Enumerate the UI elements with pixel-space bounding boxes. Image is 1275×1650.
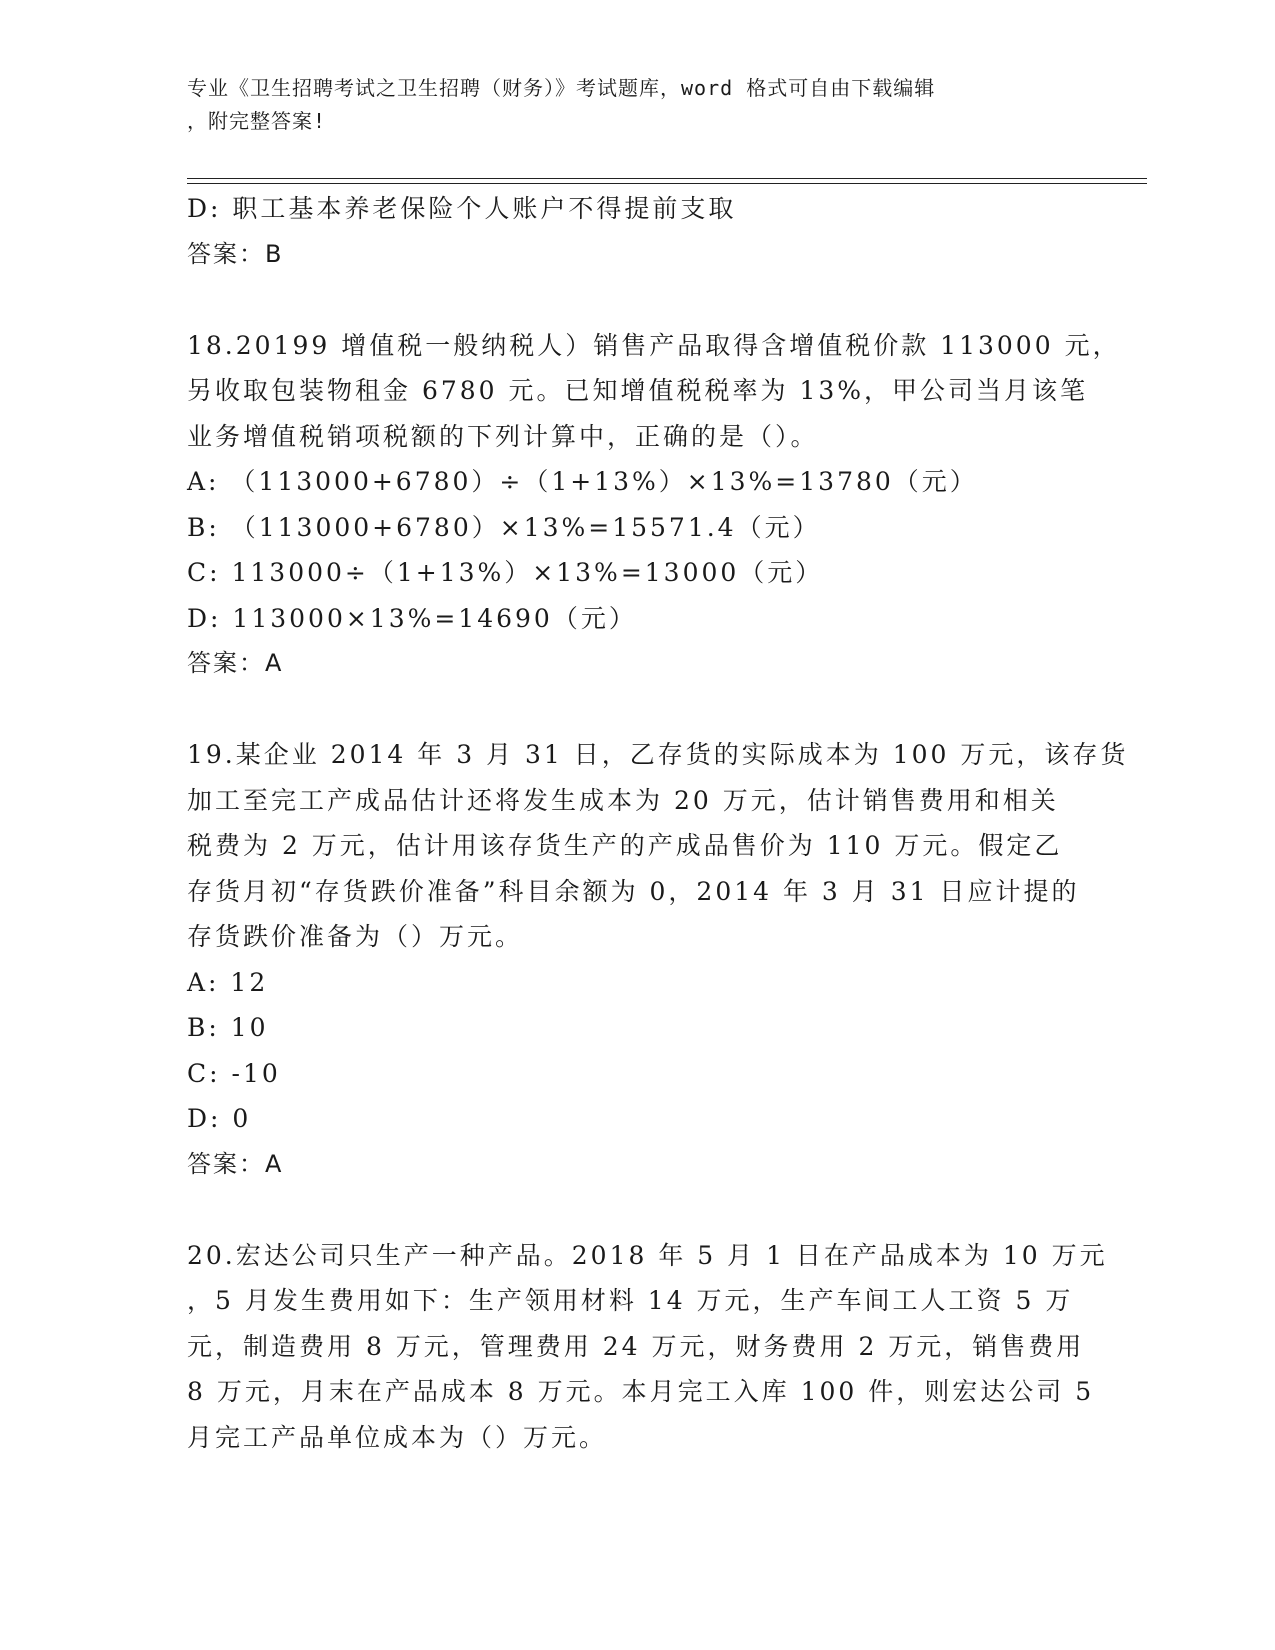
header-line-1: 专业《卫生招聘考试之卫生招聘（财务）》考试题库，word 格式可自由下载编辑 [187, 76, 936, 100]
spacer [187, 277, 1087, 323]
question-stem-line: 另收取包装物租金 6780 元。已知增值税税率为 13%，甲公司当月该笔 [187, 376, 1089, 405]
question-stem-line: 业务增值税销项税额的下列计算中，正确的是（）。 [187, 421, 819, 451]
question-stem-line: ，5 月发生费用如下：生产领用材料 14 万元，生产车间工人工资 5 万 [187, 1286, 1074, 1315]
page-header [187, 72, 1087, 138]
header-divider-bottom [187, 183, 1147, 184]
question-stem-line: 加工至完工产成品估计还将发生成本为 20 万元，估计销售费用和相关 [187, 785, 1059, 815]
question-stem-line: 18.20199 增值税一般纳税人）销售产品取得含增值税价款 113000 元， [187, 330, 1121, 360]
question-stem-line: 20.宏达公司只生产一种产品。2018 年 5 月 1 日在产品成本为 10 万元 [187, 1240, 1108, 1270]
question-18 [187, 323, 1121, 687]
option-d: D: 0 [187, 1104, 252, 1133]
spacer [187, 687, 1087, 733]
header-line-2: ，附完整答案! [187, 109, 327, 133]
option-b: B: 10 [187, 1013, 269, 1042]
previous-question-tail [187, 186, 1087, 277]
answer-line: 答案：A [187, 649, 284, 677]
question-stem-line: 存货月初“存货跌价准备”科目余额为 0，2014 年 3 月 31 日应计提的 [187, 876, 1080, 906]
question-stem-line: 元，制造费用 8 万元，管理费用 24 万元，财务费用 2 万元，销售费用 [187, 1331, 1085, 1361]
header-divider-top [187, 178, 1147, 179]
question-stem-line: 存货跌价准备为（）万元。 [187, 922, 524, 951]
question-stem-line: 月完工产品单位成本为（）万元。 [187, 1422, 608, 1452]
question-stem-line: 税费为 2 万元，估计用该存货生产的产成品售价为 110 万元。假定乙 [187, 831, 1063, 860]
question-19 [187, 732, 1129, 1187]
question-20 [187, 1233, 1108, 1461]
option-a: A: （113000+6780）÷（1+13%）×13%=13780（元） [187, 467, 978, 496]
option-a: A: 12 [187, 967, 269, 997]
question-stem-line: 8 万元，月末在产品成本 8 万元。本月完工入库 100 件，则宏达公司 5 [187, 1377, 1095, 1406]
option-c: C: -10 [187, 1058, 281, 1088]
question-stem-line: 19.某企业 2014 年 3 月 31 日，乙存货的实际成本为 100 万元，该存货 [187, 740, 1129, 769]
answer-line: 答案：B [187, 239, 284, 268]
document-body [187, 186, 1129, 1460]
option-d: D: 113000×13%=14690（元） [187, 603, 637, 633]
spacer [187, 1187, 1087, 1233]
option-d: D: 职工基本养老保险个人账户不得提前支取 [187, 194, 737, 223]
answer-line: 答案：A [187, 1149, 284, 1178]
option-b: B: （113000+6780）×13%=15571.4（元） [187, 512, 821, 542]
option-c: C: 113000÷（1+13%）×13%=13000（元） [187, 558, 824, 587]
